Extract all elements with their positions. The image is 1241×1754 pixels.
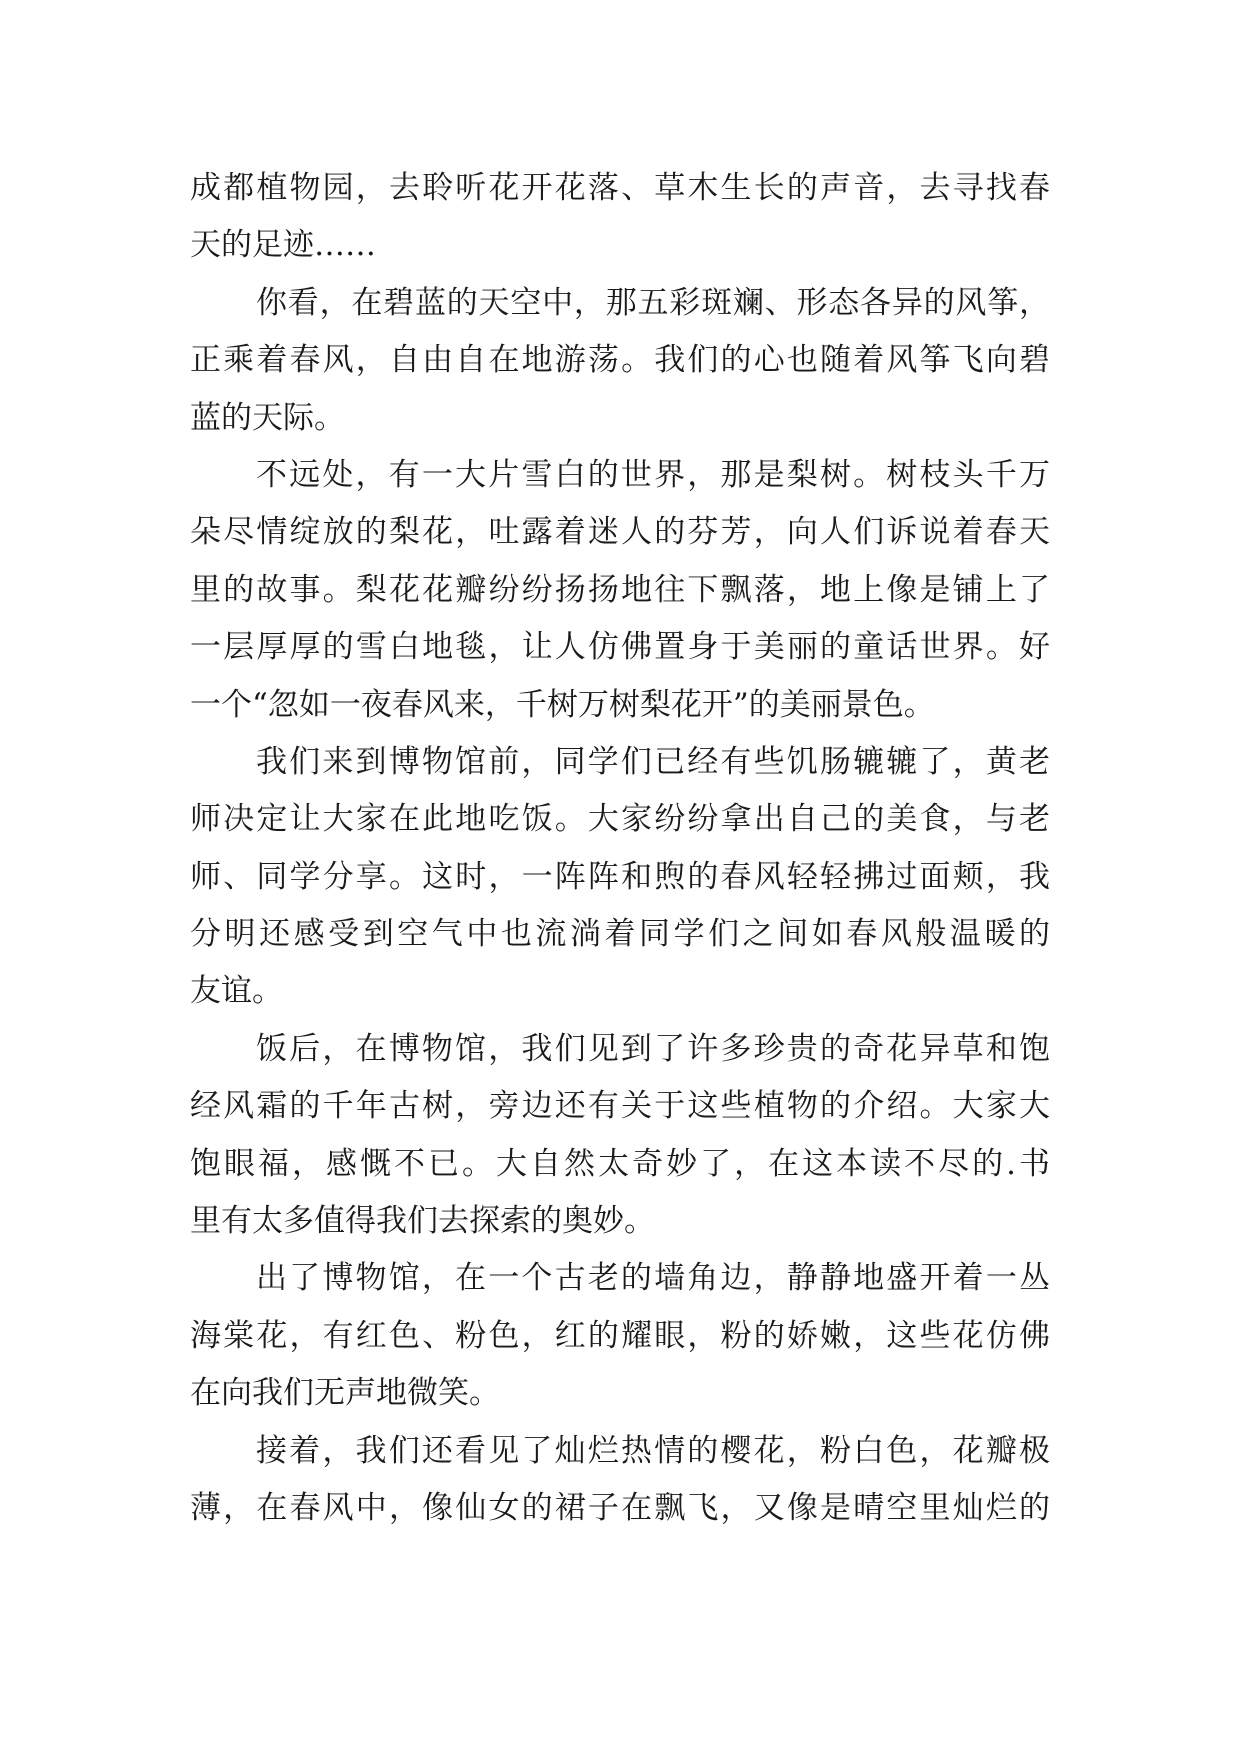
text-line: 里有太多值得我们去探索的奥妙。 [190, 1203, 655, 1240]
text-line: 在向我们无声地微笑。 [190, 1375, 500, 1412]
essay-body [190, 160, 1050, 1537]
text-line: 海棠花，有红色、粉色，红的耀眼，粉的娇嫩，这些花仿佛 [190, 1317, 1050, 1354]
text-line: 友谊。 [190, 973, 283, 1010]
paragraph-start-line: 饭后，在博物馆，我们见到了许多珍贵的奇花异草和饱 [256, 1030, 1050, 1067]
text-line: 正乘着春风，自由自在地游荡。我们的心也随着风筝飞向碧 [190, 342, 1050, 379]
paragraph-start-line: 不远处，有一大片雪白的世界，那是梨树。树枝头千万 [256, 456, 1050, 493]
text-line: 师决定让大家在此地吃饭。大家纷纷拿出自己的美食，与老 [190, 801, 1050, 838]
paragraph-start-line: 你看，在碧蓝的天空中，那五彩斑斓、形态各异的风筝， [256, 284, 1050, 321]
text-line: 经风霜的千年古树，旁边还有关于这些植物的介绍。大家大 [190, 1088, 1050, 1125]
text-line: 分明还感受到空气中也流淌着同学们之间如春风般温暖的 [190, 916, 1050, 953]
paragraph-start-line: 出了博物馆，在一个古老的墙角边，静静地盛开着一丛 [256, 1260, 1050, 1297]
text-line: 里的故事。梨花花瓣纷纷扬扬地往下飘落，地上像是铺上了 [190, 571, 1050, 608]
text-line: 天的足迹…… [190, 227, 376, 264]
text-line: 一个“忽如一夜春风来，千树万树梨花开”的美丽景色。 [190, 686, 935, 723]
text-line: 一层厚厚的雪白地毯，让人仿佛置身于美丽的童话世界。好 [190, 629, 1050, 666]
paragraph-start-line: 我们来到博物馆前，同学们已经有些饥肠辘辘了，黄老 [256, 743, 1050, 780]
text-line: 成都植物园，去聆听花开花落、草木生长的声音，去寻找春 [190, 170, 1050, 206]
text-line: 师、同学分享。这时，一阵阵和煦的春风轻轻拂过面颊，我 [190, 858, 1050, 895]
text-line: 朵尽情绽放的梨花，吐露着迷人的芬芳，向人们诉说着春天 [190, 514, 1050, 551]
paragraph-start-line: 接着，我们还看见了灿烂热情的樱花，粉白色，花瓣极 [256, 1432, 1050, 1469]
text-line: 蓝的天际。 [190, 399, 345, 436]
text-line: 薄，在春风中，像仙女的裙子在飘飞，又像是晴空里灿烂的 [190, 1489, 1050, 1526]
text-line: 饱眼福，感慨不已。大自然太奇妙了，在这本读不尽的.书 [190, 1145, 1050, 1182]
